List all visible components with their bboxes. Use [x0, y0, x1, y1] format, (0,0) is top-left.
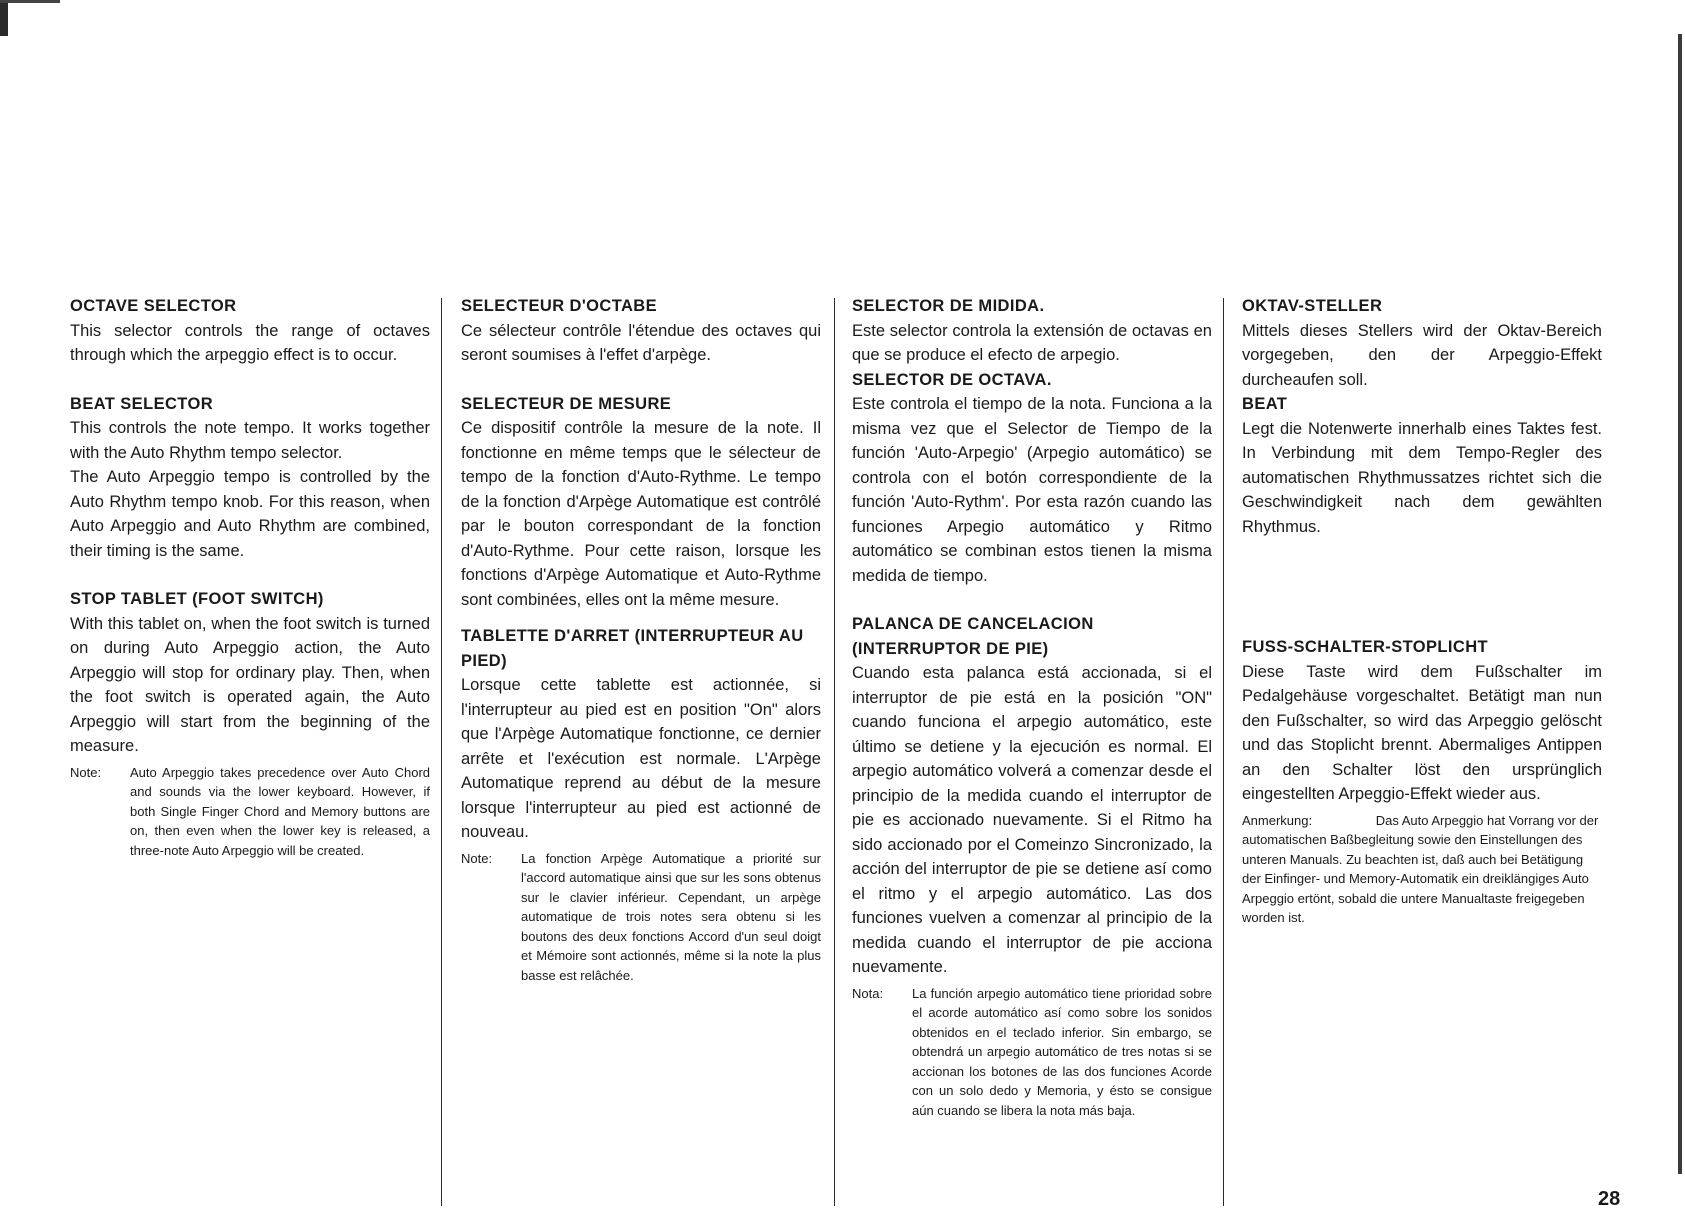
note [852, 984, 1212, 1121]
section-text: Ce dispositif contrôle la mesure de la note. Il fonctionne en même temps que le sélecteur de tempo de la fonction d'Auto-Rythme. Le tempo de la fonction d'Arpège Automatique est contrôlé par le bouton correspondant de la fonction d'Auto-Rythme. Pour cette raison, lorsque les fonctions d'Arpège Automatique et Auto-Rythme sont combinées, elles ont la même mesure. [461, 419, 821, 609]
page-edge [1678, 34, 1682, 1174]
section-title-stop-tablet: STOP TABLET (FOOT SWITCH) [70, 590, 324, 608]
section-text: Cuando esta palanca está accionada, si el interruptor de pie está en la posición "ON" cuando funciona el arpegio automático, este último se detiene y la ejecución es normal. El arpegio automático volverá a comenzar desde el principio de la medida cuando el interruptor de pie es accionado nuevamente. Si el Ritmo ha sido accionado por el Comeinzo Sincronizado, la acción del interruptor de pie se detiene así como el ritmo y el arpegio automático. Las dos funciones vuelven a comenzar al principio de la medida cuando el interruptor de pie acciona nuevamente. [852, 664, 1212, 976]
section-title-selector-midida: SELECTOR DE MIDIDA. [852, 297, 1045, 315]
section-title-palanca-cancelacion: PALANCA DE CANCELACION (INTERRUPTOR DE PIE) [852, 615, 1094, 658]
section-text: With this tablet on, when the foot switch is turned on during Auto Arpeggio action, the Auto Arpeggio will stop for ordinary play. Then, when the foot switch is operated again, the Auto Arpeggio will start from the beginning of the measure. [70, 614, 430, 755]
note-label: Note: [70, 764, 102, 780]
note-text: Das Auto Arpeggio hat Vorrang vor der automatischen Baßbegleitung sowie den Einstellungen des unteren Manuals. Zu beachten ist, daß auch bei Betätigung der Einfinger- und Memory-Automatik ein dreiklängiges Auto Arpeggio ertönt, sobald die untere Manualtaste freigegeben worden ist. [1242, 812, 1599, 925]
column-english [70, 294, 430, 860]
page-number: 28 [1598, 1188, 1621, 1210]
section-text: Lorsque cette tablette est actionnée, si l'interrupteur au pied est en position "On" alors que l'Arpège Automatique fonctionne, ce dernier arrête et l'exécution est normale. L'Arpège Automatique reprend au début de la mesure lorsque l'interrupteur au pied est actionné de nouveau. [461, 676, 821, 841]
note-text: Auto Arpeggio takes precedence over Auto Chord and sounds via the lower keyboard. However, if both Single Finger Chord and Memory buttons are on, then even when the lower key is released, a three-note Auto Arpeggio will be created. [130, 764, 430, 858]
section-text: Ce sélecteur contrôle l'étendue des octaves qui seront soumises à l'effet d'arpège. [461, 321, 821, 364]
section-text: Mittels dieses Stellers wird der Oktav-Bereich vorgegeben, den der Arpeggio-Effekt durcheaufen soll. [1242, 321, 1602, 389]
section-text: This selector controls the range of octaves through which the arpeggio effect is to occur. [70, 321, 430, 364]
note-label: Anmerkung: [1242, 812, 1313, 828]
column-german [1242, 294, 1602, 928]
note [1242, 811, 1602, 928]
note-label: Note: [461, 850, 493, 866]
scan-corner-mark-top [0, 0, 60, 3]
section-text: The Auto Arpeggio tempo is controlled by the Auto Rhythm tempo knob. For this reason, when Auto Arpeggio and Auto Rhythm are combined, their timing is the same. [70, 468, 430, 560]
column-divider [834, 298, 835, 1206]
section-text: This controls the note tempo. It works together with the Auto Rhythm tempo selector. [70, 419, 430, 462]
column-french [461, 294, 821, 985]
section-title-oktav-steller: OKTAV-STELLER [1242, 297, 1383, 315]
section-title-selecteur-mesure: SELECTEUR DE MESURE [461, 394, 672, 413]
note-text: La fonction Arpège Automatique a priorité sur l'accord automatique ainsi que sur les sons obtenus sur le clavier inférieur. Cependant, un arpège automatique de trois notes sera obtenu si les boutons des deux fonctions Accord d'un seul doigt et Mémoire sont actionnés, même si la note la plus basse est relâchée. [521, 850, 821, 983]
scan-corner-mark [0, 0, 8, 36]
section-title-selector-octava: SELECTOR DE OCTAVA. [852, 370, 1052, 389]
column-spanish [852, 294, 1212, 1120]
column-divider [1223, 298, 1224, 1206]
section-text: Este controla el tiempo de la nota. Funciona a la misma vez que el Selector de Tiempo de la función 'Auto-Arpegio' (Arpegio automático) se controla con el botón correspondiente de la función 'Auto-Rythm'. Por esta razón cuando las funciones Arpegio automático y Ritmo automático se combinan estos tienen la misma medida de tiempo. [852, 395, 1212, 585]
note [461, 849, 821, 986]
section-title-selecteur-octabe: SELECTEUR D'OCTABE [461, 297, 657, 315]
note-label: Nota: [852, 985, 884, 1001]
section-title-tablette-arret: TABLETTE D'ARRET (INTERRUPTEUR AU PIED) [461, 627, 804, 670]
note-text: La función arpegio automático tiene prioridad sobre el acorde automático así como sobre los sonidos obtenidos en el teclado inferior. Sin embargo, se obtendrá un arpegio automático de tres notas si se accionan los botones de las dos funciones Acorde con un solo dedo y Memoria, y ésto se consigue aún cuando se libera la nota más baja. [912, 985, 1212, 1118]
section-title-beat-selector: BEAT SELECTOR [70, 394, 214, 413]
section-text: Legt die Notenwerte innerhalb eines Taktes fest. In Verbindung mit dem Tempo-Regler des automatischen Rhythmussatzes richtet sich die Geschwindigkeit nach dem gewählten Rhythmus. [1242, 419, 1602, 536]
section-text: Diese Taste wird dem Fußschalter im Pedalgehäuse vorgeschaltet. Betätigt man nun den Fußschalter, so wird das Arpeggio gelöscht und das Stoplicht brennt. Abermaliges Antippen an den Schalter löst den ursprünglich eingestellten Arpeggio-Effekt wieder aus. [1242, 662, 1602, 803]
column-divider [441, 298, 442, 1206]
note [70, 763, 430, 861]
section-title-beat: BEAT [1242, 395, 1288, 413]
section-text: Este selector controla la extensión de octavas en que se produce el efecto de arpegio. [852, 321, 1212, 364]
section-title-octave-selector: OCTAVE SELECTOR [70, 297, 237, 315]
section-title-fuss-schalter: FUSS-SCHALTER-STOPLICHT [1242, 638, 1489, 656]
